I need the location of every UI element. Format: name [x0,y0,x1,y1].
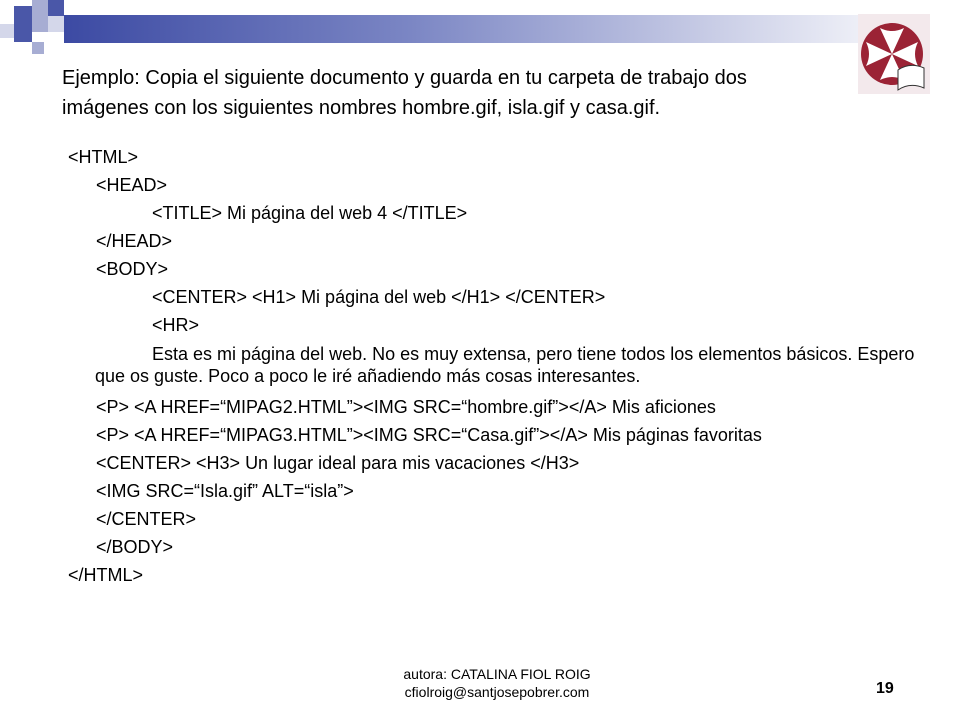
code-body-open: <BODY> [96,259,169,279]
decor-square [14,6,32,24]
intro-line-1: Ejemplo: Copia el siguiente documento y guarda en tu carpeta de trabajo dos [62,67,747,89]
code-title-line: <TITLE> Mi página del web 4 </TITLE> [152,203,468,223]
decor-square [32,0,48,16]
page-number: 19 [876,680,894,697]
footer-author: autora: CATALINA FIOL ROIG [403,666,591,682]
decor-square [0,24,14,38]
code-head-close: </HEAD> [96,231,173,251]
code-hr: <HR> [152,315,200,335]
code-paragraph: Esta es mi página del web. No es muy extensa, pero tiene todos los elementos básicos. Espero que os guste. Poco a poco le iré añadiendo más cosas interesantes. [95,344,915,386]
code-body-close: </BODY> [96,537,174,557]
footer-email: cfiolroig@santjosepobrer.com [404,684,590,700]
code-html-open: <HTML> [68,147,139,167]
intro-text [62,63,892,123]
code-center-h3: <CENTER> <H3> Un lugar ideal para mis vacaciones </H3> [96,453,580,473]
code-link-2: <P> <A HREF=“MIPAG3.HTML”><IMG SRC=“Casa.gif”></A> Mis páginas favoritas [96,425,762,445]
decor-square [48,0,64,16]
header-gradient-bar [64,15,930,43]
code-img-isla: <IMG SRC=“Isla.gif” ALT=“isla”> [96,481,354,501]
decor-square [32,16,48,32]
code-html-close: </HTML> [68,565,144,585]
decor-square [48,16,64,32]
intro-line-2: imágenes con los siguientes nombres hombre.gif, isla.gif y casa.gif. [62,97,661,119]
code-head-open: <HEAD> [96,175,168,195]
decor-square [32,42,44,54]
code-center-close: </CENTER> [96,509,197,529]
code-center-h1: <CENTER> <H1> Mi página del web </H1> </CENTER> [152,287,606,307]
footer-author-block [372,665,622,701]
code-link-1: <P> <A HREF=“MIPAG2.HTML”><IMG SRC=“hombre.gif”></A> Mis aficiones [96,397,716,417]
decor-square [14,24,32,42]
